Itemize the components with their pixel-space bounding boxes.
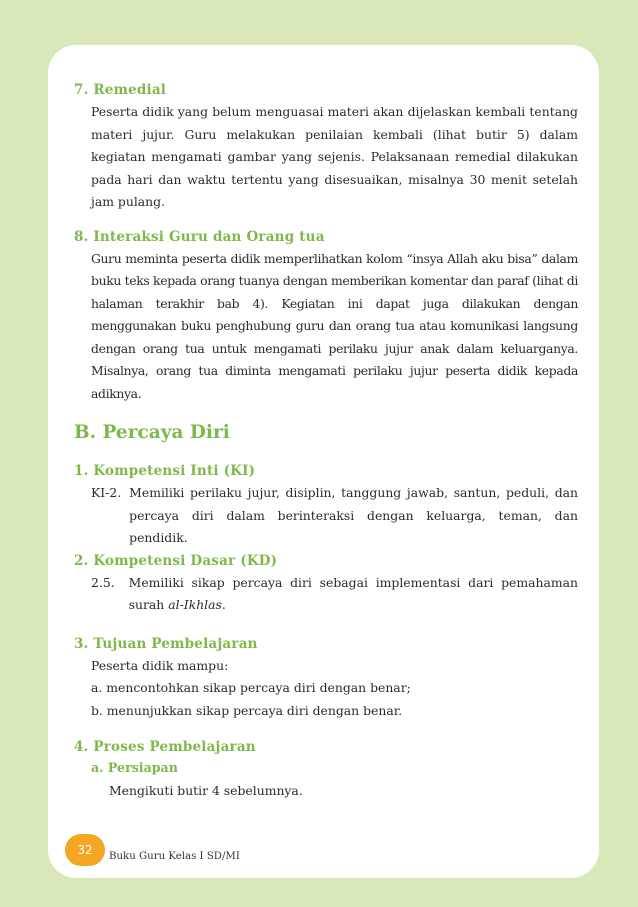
heading-ki: 1. Kompetensi Inti (KI): [74, 463, 256, 479]
ki-item: [74, 482, 578, 550]
footer-book-title: Buku Guru Kelas I SD/MI: [109, 851, 240, 862]
ki-number: KI-2.: [91, 485, 122, 500]
page-number-badge: 32: [65, 834, 105, 866]
kd-item: [74, 572, 578, 617]
remedial-paragraph: Peserta didik yang belum menguasai materi akan dijelaskan kembali tentang materi jujur. Guru melakukan penilaian kembali (lihat butir 5) dalam kegiatan mengamati gambar yang sejenis. Pelaksanaan remedial dilakukan pada hari dan waktu tertentu yang disesuaikan, misalnya 30 menit setelah jam pulang.: [91, 104, 578, 209]
heading-remedial: 7. Remedial: [74, 82, 167, 98]
tujuan-intro: Peserta didik mampu:: [91, 657, 229, 673]
kd-surah: al-Ikhlas: [168, 597, 222, 612]
section-tujuan: [74, 633, 578, 723]
kd-end: .: [221, 597, 226, 612]
heading-persiapan: a. Persiapan: [91, 760, 178, 775]
interaksi-paragraph: Guru meminta peserta didik memperlihatkan kolom “insya Allah aku bisa” dalam buku teks kepada orang tuanya dengan memberikan komentar dan paraf (lihat di halaman terakhir bab 4). Kegiatan ini dapat juga dilakukan dengan menggunakan buku penghubung guru dan orang tua atau komunikasi langsung dengan orang tua untuk mengamati perilaku jujur anak dalam keluarganya. Misalnya, orang tua diminta mengamati perilaku jujur peserta didik kepada adiknya.: [91, 250, 578, 401]
persiapan-text: Mengikuti butir 4 sebelumnya.: [109, 783, 303, 798]
heading-interaksi: 8. Interaksi Guru dan Orang tua: [74, 228, 325, 245]
kd-text: Memiliki sikap percaya diri sebagai implementasi dari pemahaman surah: [128, 574, 578, 612]
list-item: b. menunjukkan sikap percaya diri dengan benar.: [91, 702, 403, 718]
heading-tujuan: 3. Tujuan Pembelajaran: [74, 635, 258, 652]
kd-text-wrapper: [129, 572, 578, 617]
ki-text: Memiliki perilaku jujur, disiplin, tanggung jawab, santun, peduli, dan percaya diri dalam berinteraksi dengan keluarga, teman, dan pendidik.: [129, 485, 578, 545]
heading-kd: 2. Kompetensi Dasar (KD): [74, 552, 278, 569]
kd-number: 2.5.: [91, 574, 115, 590]
heading-percaya-diri: B. Percaya Diri: [74, 422, 230, 443]
section-proses: [74, 736, 578, 803]
section-ki: [74, 460, 578, 550]
page-content: [74, 79, 578, 803]
heading-proses: 4. Proses Pembelajaran: [74, 739, 256, 755]
section-kd: [74, 550, 578, 617]
list-item: a. mencontohkan sikap percaya diri dengan benar;: [91, 680, 411, 695]
section-interaksi: [74, 226, 578, 406]
section-remedial: [74, 79, 578, 214]
